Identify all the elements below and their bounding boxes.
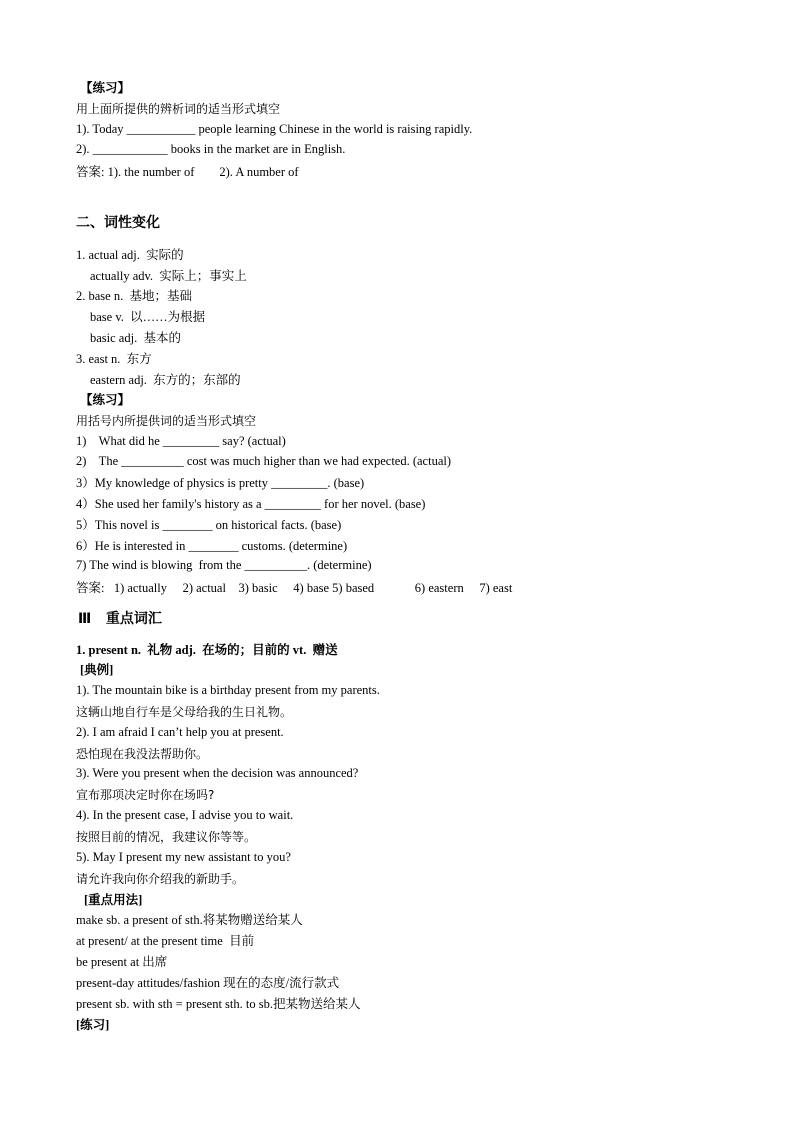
- practice-answer: 答案: 1). the number of 2). A number of: [76, 165, 299, 179]
- word-form-item: 2. base n. 基地；基础: [76, 289, 192, 303]
- usage-item: make sb. a present of sth.将某物赠送给某人: [76, 913, 303, 927]
- word-form-item: 1. actual adj. 实际的: [76, 248, 184, 262]
- usage-item: present-day attitudes/fashion 现在的态度/流行款式: [76, 976, 340, 990]
- practice-question: 7) The wind is blowing from the __________. (determine): [76, 558, 372, 572]
- practice-answer: 答案: 1) actually 2) actual 3) basic 4) base 5) based 6) eastern 7) east: [76, 581, 513, 595]
- practice-question: 1). Today ___________ people learning Chinese in the world is raising rapidly.: [76, 122, 473, 136]
- practice-question: 5）This novel is ________ on historical facts. (base): [76, 518, 342, 532]
- example-sentence: 3). Were you present when the decision was announced?: [76, 766, 359, 780]
- practice-question: 2). ____________ books in the market are in English.: [76, 142, 346, 156]
- example-translation: 恐怕现在我没法帮助你。: [76, 747, 209, 761]
- practice-question: 1) What did he _________ say? (actual): [76, 434, 286, 448]
- usage-heading: [重点用法]: [84, 893, 143, 907]
- practice-heading: [练习]: [76, 1018, 110, 1032]
- word-form-item: basic adj. 基本的: [90, 331, 181, 345]
- practice-question: 3）My knowledge of physics is pretty _________. (base): [76, 476, 365, 490]
- example-translation: 按照目前的情况，我建议你等等。: [76, 830, 257, 844]
- example-sentence: 2). I am afraid I can’t help you at present.: [76, 725, 284, 739]
- practice-instruction: 用上面所提供的辨析词的适当形式填空: [76, 102, 281, 116]
- example-sentence: 5). May I present my new assistant to you?: [76, 850, 291, 864]
- section-title: Ⅲ 重点词汇: [78, 611, 162, 627]
- example-translation: 这辆山地自行车是父母给我的生日礼物。: [76, 705, 293, 719]
- practice-question: 2) The __________ cost was much higher than we had expected. (actual): [76, 454, 451, 468]
- practice-heading: 【练习】: [80, 393, 131, 407]
- usage-item: be present at 出席: [76, 955, 168, 969]
- word-form-item: 3. east n. 东方: [76, 352, 152, 366]
- vocab-entry: 1. present n. 礼物 adj. 在场的；目前的 vt. 赠送: [76, 643, 338, 657]
- example-translation: 宣布那项决定时你在场吗?: [76, 788, 215, 802]
- usage-item: present sb. with sth = present sth. to sb.把某物送给某人: [76, 997, 361, 1011]
- example-sentence: 1). The mountain bike is a birthday present from my parents.: [76, 683, 380, 697]
- practice-heading: 【练习】: [80, 81, 131, 95]
- word-form-item: base v. 以……为根据: [90, 310, 206, 324]
- section-title: 二、词性变化: [76, 215, 160, 231]
- practice-instruction: 用括号内所提供词的适当形式填空: [76, 414, 257, 428]
- word-form-item: actually adv. 实际上；事实上: [90, 269, 247, 283]
- usage-item: at present/ at the present time 目前: [76, 934, 255, 948]
- word-form-item: eastern adj. 东方的；东部的: [90, 373, 241, 387]
- example-translation: 请允许我向你介绍我的新助手。: [76, 872, 245, 886]
- example-sentence: 4). In the present case, I advise you to wait.: [76, 808, 294, 822]
- practice-question: 6）He is interested in ________ customs. (determine): [76, 539, 348, 553]
- examples-heading: [典例]: [80, 663, 114, 677]
- practice-question: 4）She used her family's history as a _________ for her novel. (base): [76, 497, 426, 511]
